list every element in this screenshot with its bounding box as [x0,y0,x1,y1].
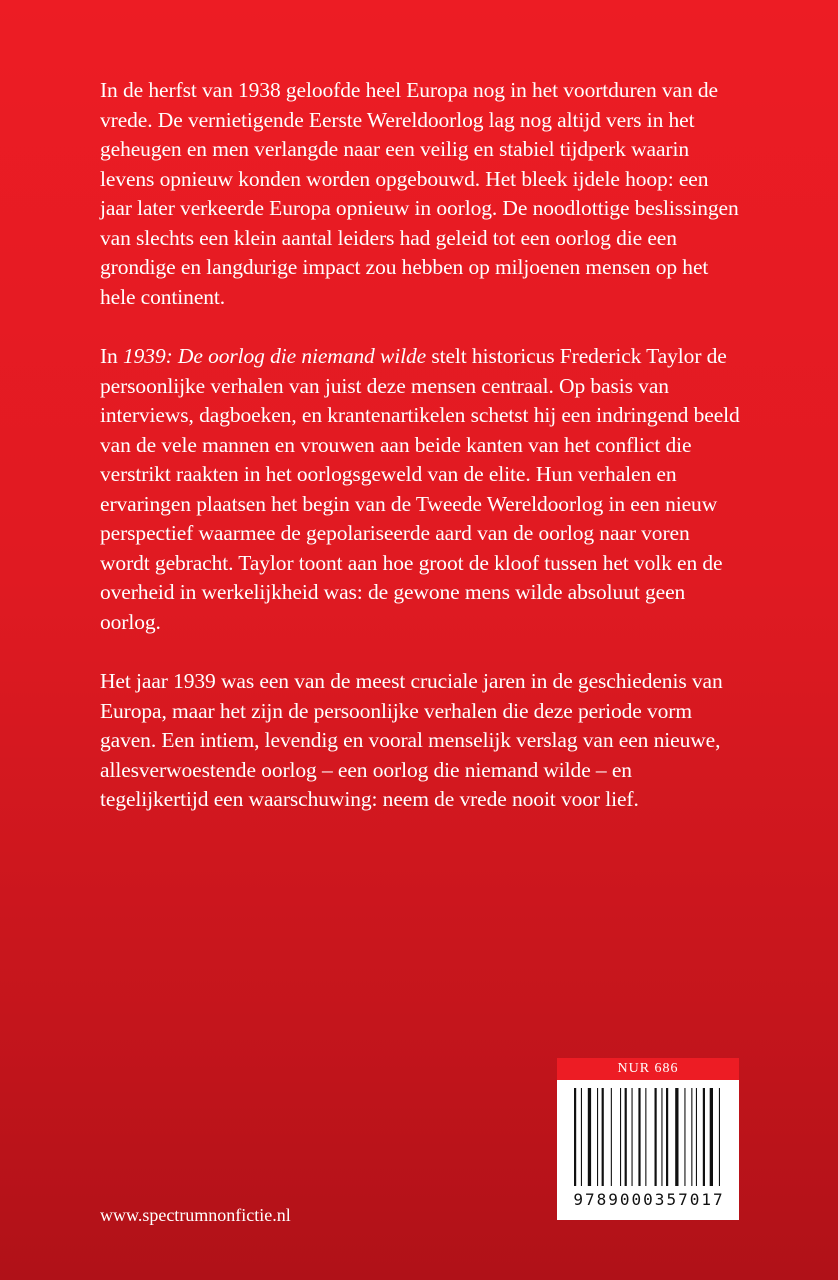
blurb-p2-prefix: In [100,344,123,368]
blurb-p2-rest: stelt historicus Frederick Taylor de persoonlijke verhalen van juist deze mensen centraal. Op basis van interviews, dagboeken, en krantenartikelen schetst hij een indringend beeld van de vele mannen en vrouwen aan beide kanten van het conflict die verstrikt raakten in het oorlogsgeweld van de elite. Hun verhalen en ervaringen plaatsen het begin van de Tweede Wereldoorlog in een nieuw perspectief waarmee de gepolariseerde aard van de oorlog naar voren wordt gebracht. Taylor toont aan hoe groot de kloof tussen het volk en de overheid in werkelijkheid was: de gewone mens wilde absoluut geen oorlog. [100,344,740,634]
nur-code: NUR 686 [557,1058,739,1080]
isbn-number: 9789000357017 [573,1190,725,1209]
blurb-paragraph-1: In de herfst van 1938 geloofde heel Europa nog in het voortduren van de vrede. De vernietigende Eerste Wereldoorlog lag nog altijd vers in het geheugen en men verlangde naar een veilig en stabiel tijdperk waarin levens opnieuw konden worden opgebouwd. Het bleek ijdele hoop: een jaar later verkeerde Europa opnieuw in oorlog. De noodlottige beslissingen van slechts een klein aantal leiders had geleid tot een oorlog die een grondige en langdurige impact zou hebben op miljoenen mensen op het hele continent. [100,78,739,309]
blurb-paragraph-3: Het jaar 1939 was een van de meest cruciale jaren in de geschiedenis van Europa, maar het zijn de persoonlijke verhalen die deze periode vorm gaven. Een intiem, levendig en vooral menselijk verslag van een nieuwe, allesverwoestende oorlog – een oorlog die niemand wilde – en tegelijkertijd een waarschuwing: neem de vrede nooit voor lief. [100,669,723,811]
publisher-website: www.spectrumnonfictie.nl [100,1205,291,1225]
book-title-italic: 1939: De oorlog die niemand wilde [123,344,427,368]
back-cover-blurb [100,76,740,845]
barcode-icon [572,1088,726,1188]
blurb-paragraph-2 [100,342,740,637]
